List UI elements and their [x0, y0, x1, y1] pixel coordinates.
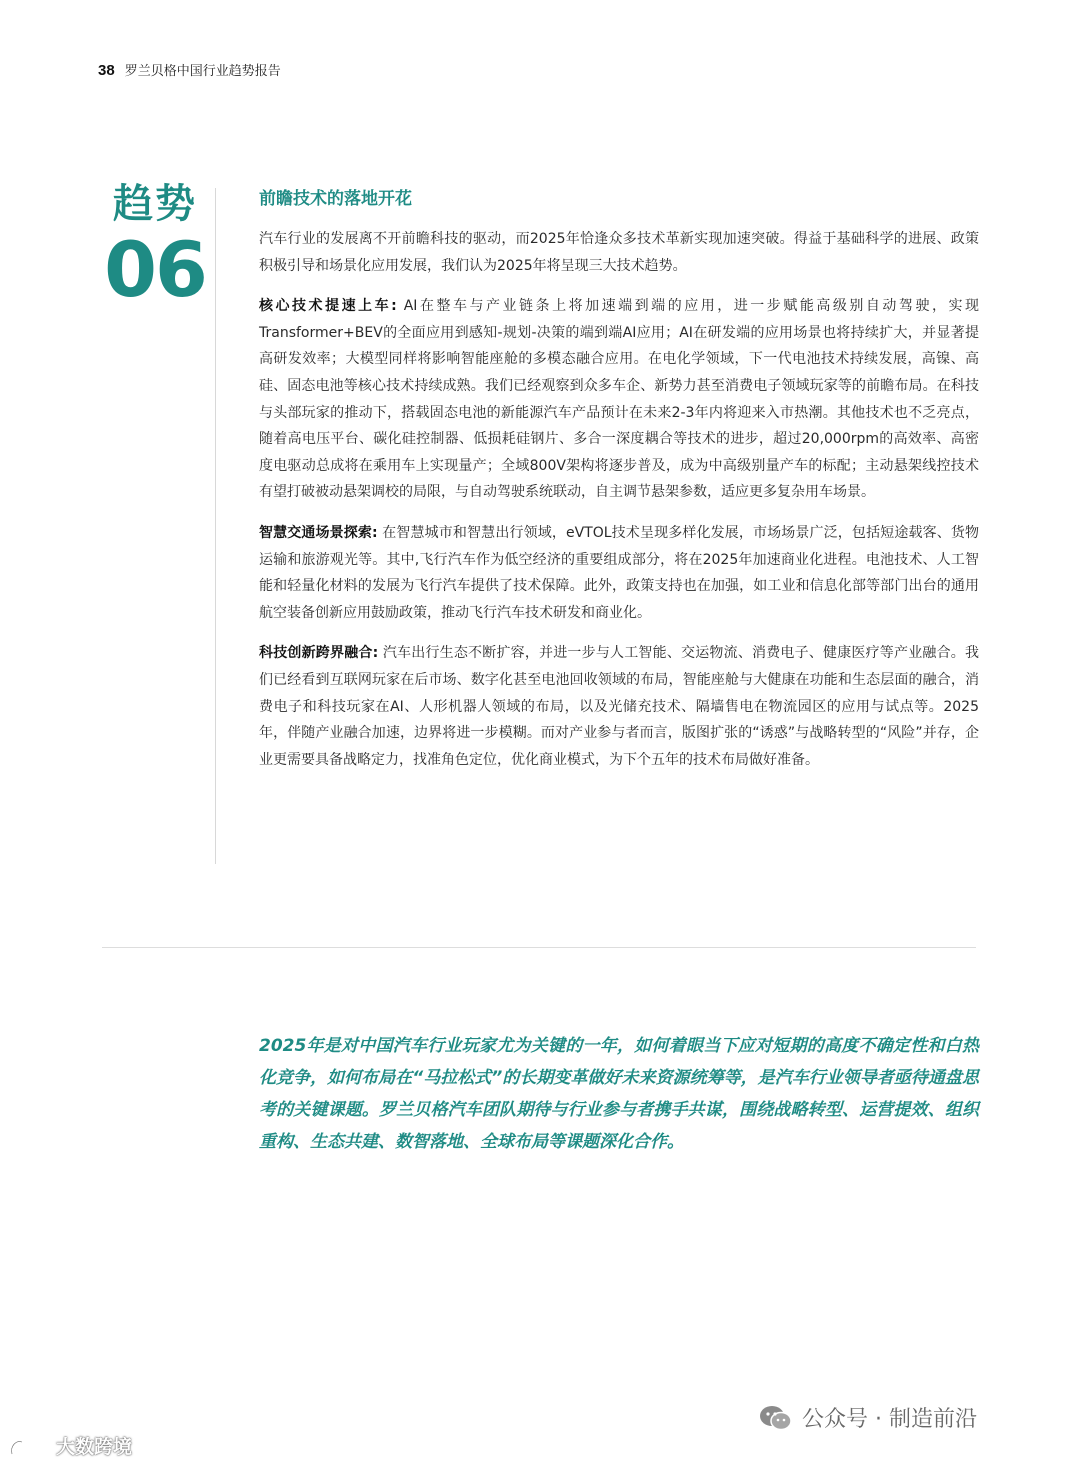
section-title: 前瞻技术的落地开花	[259, 189, 412, 209]
trend-number: 06	[104, 225, 206, 314]
closing-quote: 2025年是对中国汽车行业玩家尤为关键的一年，如何着眼当下应对短期的高度不确定性和白热化竞争，如何布局在“马拉松式”的长期变革做好未来资源统筹等，是汽车行业领导者亟待通盘思考的关键课题。罗兰贝格汽车团队期待与行业参与者携手共谋，围绕战略转型、运营提效、组织重构、生态共建、数智落地、全球布局等课题深化合作。	[259, 1036, 979, 1152]
paragraph-body: 在智慧城市和智慧出行领域，eVTOL技术呈现多样化发展，市场场景广泛，包括短途载客、货物运输和旅游观光等。其中,飞行汽车作为低空经济的重要组成部分，将在2025年加速商业化进程。电池技术、人工智能和轻量化材料的发展为飞行汽车提供了技术保障。此外，政策支持也在加强，如工业和信息化部等部门出台的通用航空装备创新应用鼓励政策，推动飞行汽车技术研发和商业化。	[259, 524, 979, 621]
intro-paragraph: 汽车行业的发展离不开前瞻科技的驱动，而2025年恰逢众多技术革新实现加速突破。得益于基础科学的进展、政策积极引导和场景化应用发展，我们认为2025年将呈现三大技术趋势。	[259, 231, 979, 274]
brand-watermark	[8, 1432, 132, 1459]
paragraph-body: AI在整车与产业链条上将加速端到端的应用，进一步赋能高级别自动驾驶，实现Transformer+BEV的全面应用到感知-规划-决策的端到端AI应用；AI在研发端的应用场景也将持续扩大，并显著提高研发效率；大模型同样将影响智能座舱的多模态融合应用。在电化学领域，下一代电池技术持续发展，高镍、高硅、固态电池等核心技术持续成熟。我们已经观察到众多车企、新势力甚至消费电子领域玩家等的前瞻布局。在科技与头部玩家的推动下，搭载固态电池的新能源汽车产品预计在未来2-3年内将迎来入市热潮。其他技术也不乏亮点，随着高电压平台、碳化硅控制器、低损耗硅钢片、多合一深度耦合等技术的进步，超过20,000rpm的高效率、高密度电驱动总成将在乘用车上实现量产；全域800V架构将逐步普及，成为中高级别量产车的标配；主动悬架线控技术有望打破被动悬架调校的局限，与自动驾驶系统联动，自主调节悬架参数，适应更多复杂用车场景。	[259, 298, 980, 501]
paragraph-core-tech	[259, 293, 979, 506]
paragraph-heading: 核心技术提速上车:	[259, 298, 397, 315]
brand-logo-icon	[8, 1434, 52, 1458]
paragraph-cross-industry	[259, 640, 979, 773]
paragraph-heading: 智慧交通场景探索:	[259, 524, 378, 541]
paragraph-body: 汽车出行生态不断扩容，并进一步与人工智能、交运物流、消费电子、健康医疗等产业融合。我们已经看到互联网玩家在后市场、数字化甚至电池回收领域的布局，智能座舱与大健康在功能和生态层面的融合，消费电子和科技玩家在AI、人形机器人领域的布局，以及光储充技术、隔墙售电在物流园区的应用与试点等。2025年，伴随产业融合加速，边界将进一步模糊。而对产业参与者而言，版图扩张的“诱惑”与战略转型的“风险”并存，企业更需要具备战略定力，找准角色定位，优化商业模式，为下个五年的技术布局做好准备。	[259, 645, 979, 768]
main-content	[259, 186, 979, 787]
brand-watermark-text: 大数跨境	[56, 1436, 133, 1458]
trend-label: 趋势	[113, 181, 197, 227]
wechat-account-name: 公众号 · 制造前沿	[802, 1407, 977, 1432]
horizontal-divider	[102, 947, 976, 948]
report-title: 罗兰贝格中国行业趋势报告	[124, 64, 281, 79]
page-number: 38	[98, 62, 115, 79]
wechat-icon	[758, 1403, 794, 1433]
trend-badge	[100, 178, 210, 314]
paragraph-heading: 科技创新跨界融合:	[259, 645, 379, 662]
page-header	[98, 60, 281, 79]
vertical-divider	[215, 188, 216, 864]
wechat-watermark	[758, 1402, 977, 1433]
paragraph-smart-transport	[259, 520, 979, 626]
